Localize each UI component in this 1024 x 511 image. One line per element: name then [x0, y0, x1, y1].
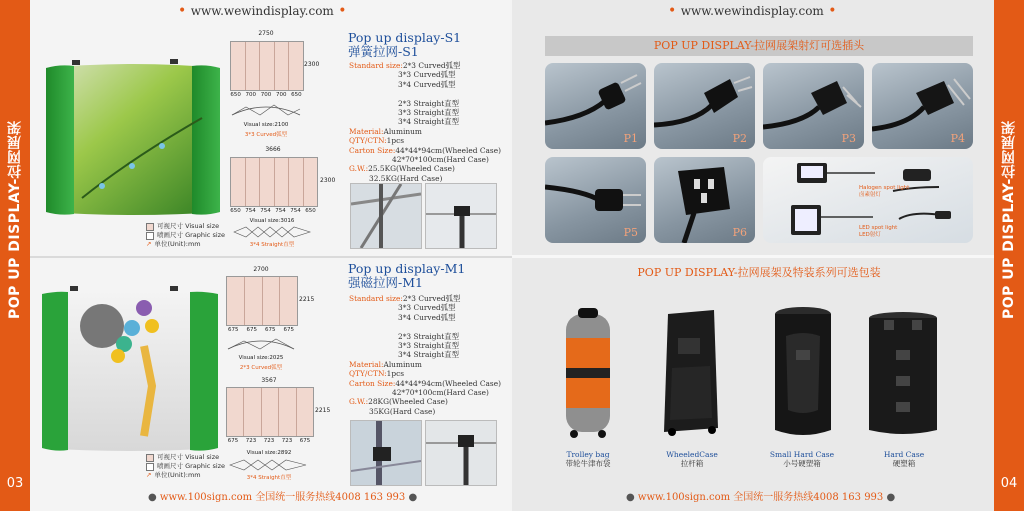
diagram-height: 2215 [315, 407, 331, 414]
diagram-panel-widths: 650 754 754 754 754 650 [230, 208, 316, 214]
footer: ● www.100sign.com 全国统一服务热线4008 163 993 ● [148, 492, 418, 503]
m1-specs: Standard size:2*3 Curved弧型 3*3 Curved弧型 3*4 Curved弧型 2*3 Straight直型 3*3 Straight直型 3*4 Straight直型 Material:Aluminum QTY/CTN:1pcs Carton Size:44*44*94cm(Wheeled Case) 42*70*100cm(Hard Case) G.W.:28KG(Wheeled Case) 35KG(Hard Case) [349, 294, 501, 416]
page-number: 03 [6, 476, 24, 491]
case-hard-case [862, 450, 946, 468]
visual-size-swatch [146, 223, 154, 231]
unit-arrow-icon: ↗ [146, 471, 152, 479]
curved-frame-icon [230, 101, 302, 119]
wheeled-case-image [658, 308, 724, 436]
diagram-width: 3666 [265, 146, 281, 153]
diagram-width: 3567 [261, 377, 277, 384]
plug-label: P6 [732, 226, 747, 239]
lights-section-title: POP UP DISPLAY-拉网展架射灯可选插头 [545, 36, 973, 56]
legend-unit: 单位(Unit):mm [154, 471, 201, 479]
site-url-text: www.wewindisplay.com [680, 4, 824, 18]
section-divider [512, 255, 994, 258]
left-sidebar [0, 0, 30, 511]
s1-title-cn: 弹簧拉网-S1 [348, 44, 419, 59]
case-name-en: Trolley bag [566, 450, 610, 459]
site-url[interactable]: • www.wewindisplay.com • [178, 3, 347, 19]
legend-visual: 可视尺寸 Visual size [157, 222, 220, 230]
plug-p4 [872, 63, 973, 149]
right-page [512, 0, 1024, 511]
plug-p5 [545, 157, 646, 243]
m1-display-image [40, 286, 220, 454]
s1-display-image [42, 58, 224, 220]
s1-title [348, 31, 461, 59]
shape-label: 3*3 Curved弧型 [244, 132, 288, 138]
case-small-hard-case [760, 450, 844, 468]
led-light-label: LED spot light LED射灯 [859, 225, 898, 238]
diagram-panel-widths: 675 723 723 723 675 [227, 438, 311, 444]
case-name-cn: 硬塑箱 [892, 459, 916, 468]
plug-p6 [654, 157, 755, 243]
s1-specs: Standard size:2*3 Curved弧型 3*3 Curved弧型 3*4 Curved弧型 2*3 Straight直型 3*3 Straight直型 3*4 Straight直型 Material:Aluminum QTY/CTN:1pcs Carton Size:44*44*94cm(Wheeled Case) 42*70*100cm(Hard Case) G.W.:25.5KG(Wheeled Case) 32.5KG(Hard Case) [349, 61, 501, 183]
shape-label: 3*4 Straight直型 [249, 242, 295, 248]
right-sidebar [994, 0, 1024, 511]
visual-size: Visual size:2892 [246, 450, 292, 456]
plug-p3 [763, 63, 864, 149]
m1-title-en: Pop up display-M1 [348, 261, 466, 276]
case-trolley-bag [546, 450, 630, 468]
diagram-width: 2750 [258, 30, 274, 37]
plug-p1 [545, 63, 646, 149]
legend-unit: 单位(Unit):mm [154, 240, 201, 248]
diagram-panels [230, 157, 318, 207]
s1-legend [146, 222, 225, 249]
plug-p2 [654, 63, 755, 149]
plug-label: P4 [950, 132, 965, 145]
section-divider [30, 256, 512, 258]
m1-hardware-photo-2 [425, 420, 497, 486]
case-name-en: WheeledCase [666, 450, 718, 459]
footer: ● www.100sign.com 全国统一服务热线4008 163 993 ● [626, 492, 896, 503]
trolley-bag-image [558, 308, 618, 438]
small-hard-case-image [770, 306, 836, 440]
diagram-height: 2215 [299, 296, 315, 303]
case-name-en: Hard Case [883, 450, 925, 459]
s1-hardware-photo-1 [350, 183, 422, 249]
site-url[interactable]: • www.wewindisplay.com • [668, 3, 837, 19]
visual-size: Visual size:2100 [243, 122, 289, 128]
case-name-cn: 小号硬塑箱 [783, 459, 821, 468]
visual-size: Visual size:2025 [238, 355, 284, 361]
visual-size: Visual size:3016 [249, 218, 295, 224]
case-name-en: Small Hard Case [769, 450, 835, 459]
shape-label: 2*3 Curved弧型 [239, 365, 283, 371]
m1-legend [146, 453, 225, 480]
shape-label: 3*4 Straight直型 [246, 475, 292, 481]
diagram-height: 2300 [304, 61, 320, 68]
visual-size-swatch [146, 454, 154, 462]
sidebar-title: POP UP DISPLAY-拉网展架 [7, 120, 23, 320]
diagram-panel-widths: 675 675 675 675 [228, 327, 294, 333]
m1-hardware-photo-1 [350, 420, 422, 486]
spot-lights-panel [763, 157, 973, 243]
diagram-width: 2700 [253, 266, 269, 273]
graphic-size-swatch [146, 232, 154, 240]
plug-label: P1 [623, 132, 638, 145]
footer-text[interactable]: www.100sign.com 全国统一服务热线4008 163 993 [159, 492, 406, 503]
footer-text[interactable]: www.100sign.com 全国统一服务热线4008 163 993 [637, 492, 884, 503]
diagram-panels [226, 387, 314, 437]
straight-frame-icon [228, 459, 308, 471]
graphic-size-swatch [146, 463, 154, 471]
diagram-panels [226, 276, 298, 326]
s1-hardware-photo-2 [425, 183, 497, 249]
s1-title-en: Pop up display-S1 [348, 30, 462, 45]
diagram-panels [230, 41, 304, 91]
plug-label: P3 [841, 132, 856, 145]
straight-frame-icon [232, 226, 312, 238]
curved-frame-icon [226, 335, 296, 353]
legend-graphic: 喷画尺寸 Graphic size [157, 231, 226, 239]
unit-arrow-icon: ↗ [146, 240, 152, 248]
page-number: 04 [1000, 476, 1018, 491]
sidebar-title: POP UP DISPLAY-拉网展架 [1001, 120, 1017, 320]
m1-title [348, 262, 465, 290]
m1-title-cn: 强磁拉网-M1 [348, 275, 423, 290]
case-wheeled-case [650, 450, 734, 468]
plug-label: P5 [623, 226, 638, 239]
packaging-section-title: POP UP DISPLAY-拉网展架及特装系列可选包装 [637, 266, 881, 279]
diagram-height: 2300 [320, 177, 336, 184]
plug-label: P2 [732, 132, 747, 145]
case-name-cn: 带轮牛津布袋 [565, 459, 611, 468]
legend-visual: 可视尺寸 Visual size [157, 453, 220, 461]
diagram-panel-widths: 650 700 700 700 650 [230, 92, 302, 98]
legend-graphic: 喷画尺寸 Graphic size [157, 462, 226, 470]
case-name-cn: 拉杆箱 [680, 459, 704, 468]
hard-case-image [866, 310, 940, 438]
halogen-light-label: Halogen spot light 卤素射灯 [859, 185, 910, 198]
site-url-text: www.wewindisplay.com [190, 4, 334, 18]
